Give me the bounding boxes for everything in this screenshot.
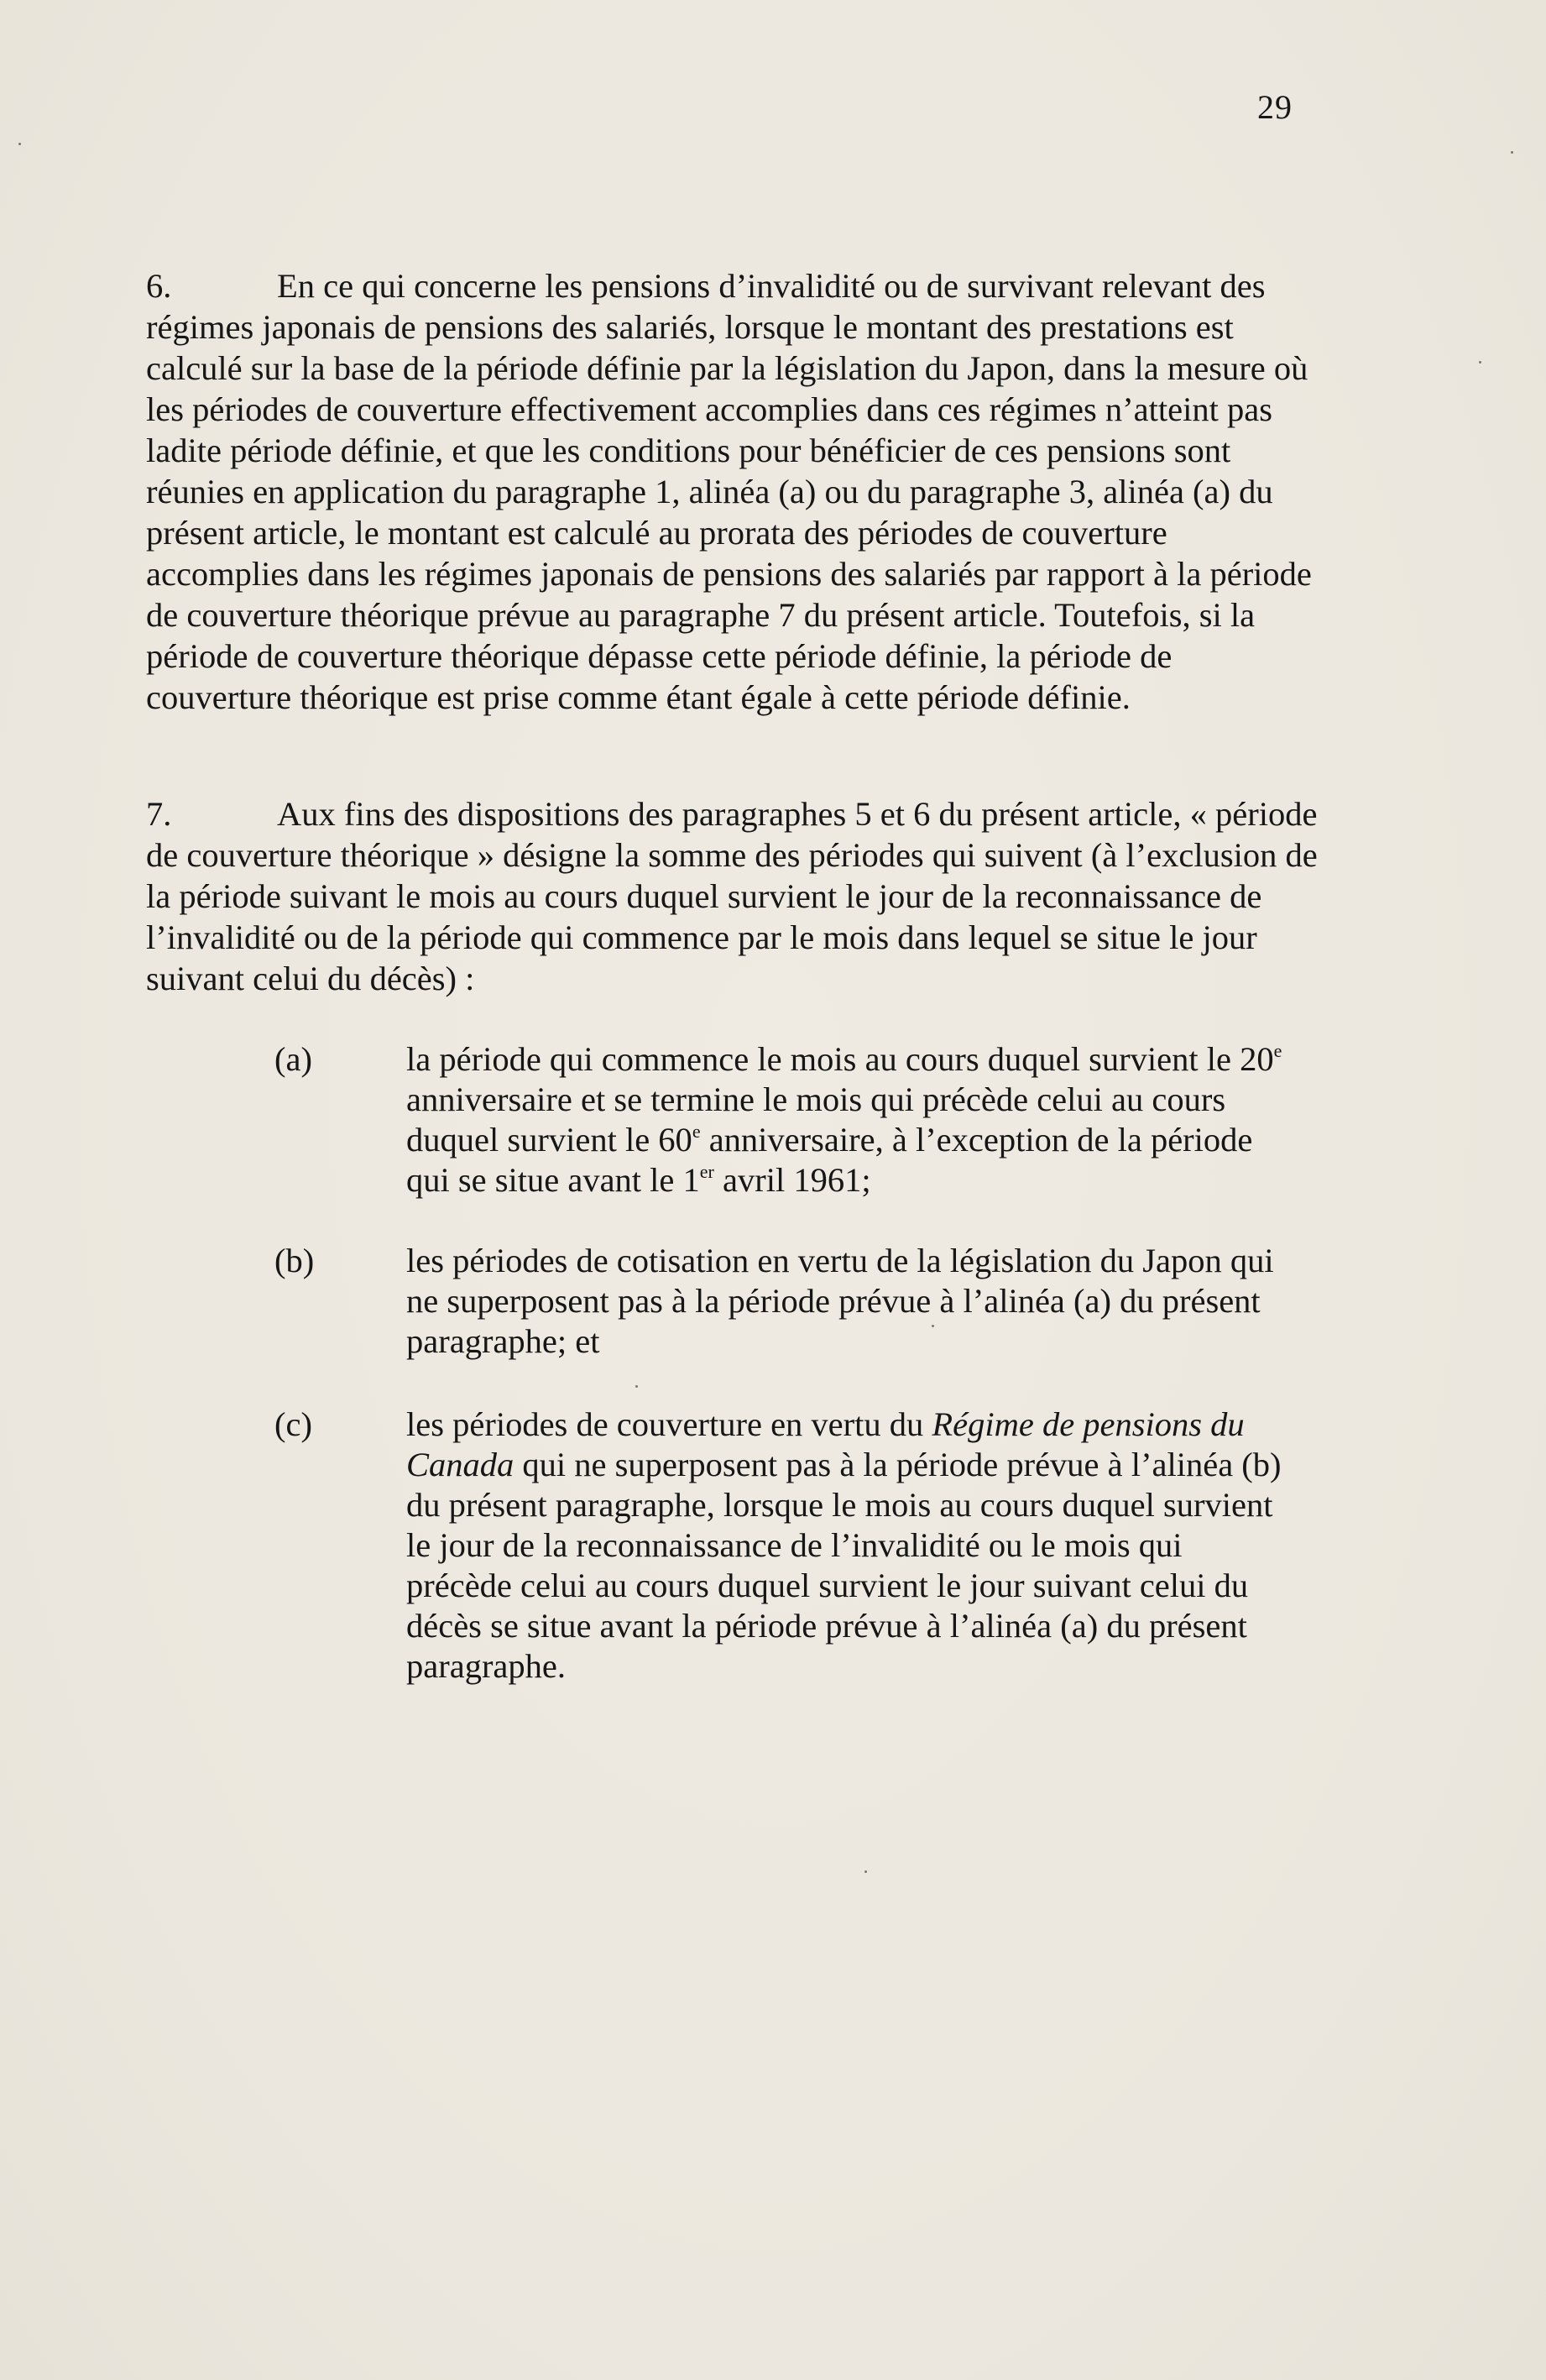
paragraph-7-text: Aux fins des dispositions des paragraphes 5 et 6 du présent article, « période de couverture théorique » désigne la somme des périodes qui suivent (à l’exclusion de la période suivant le mois au cours duquel survient le jour de la reconnaissance de l’invalidité ou de la période qui commence par le mois dans lequel se situe le jour suivant celui du décès) : [146, 795, 1318, 997]
item-a-text-part-4: avril 1961; [713, 1161, 871, 1199]
scan-speck [18, 143, 21, 145]
item-c-label: (c) [274, 1405, 312, 1443]
item-a-text-part-1: la période qui commence le mois au cours duquel survient le 20 [406, 1040, 1274, 1078]
page-number: 29 [1257, 88, 1293, 126]
item-c-text [406, 1404, 1296, 1687]
paragraph-6-text: En ce qui concerne les pensions d’invalidité ou de survivant relevant des régimes japonais de pensions des salariés, lorsque le montant des prestations est calculé sur la base de la période définie par la législation du Japon, dans la mesure où les périodes de couverture effectivement accomplies dans ces régimes n’atteint pas ladite période définie, et que les conditions pour bénéficier de ces pensions sont réunies en application du paragraphe 1, alinéa (a) ou du paragraphe 3, alinéa (a) du présent article, le montant est calculé au prorata des périodes de couverture accomplies dans les régimes japonais de pensions des salariés par rapport à la période de couverture théorique prévue au paragraphe 7 du présent article. Toutefois, si la période de couverture théorique dépasse cette période définie, la période de couverture théorique est prise comme étant égale à cette période définie. [146, 267, 1312, 716]
scan-speck [932, 1325, 934, 1327]
paragraph-6-number: 6. [146, 267, 172, 305]
scan-speck [864, 1870, 867, 1873]
item-a-label: (a) [274, 1040, 312, 1078]
item-a-text-part-3: anniversaire, à l’exception de la période qui se situe avant le 1 [406, 1121, 1253, 1199]
paragraph-7-number: 7. [146, 795, 172, 833]
item-a-superscript-3: er [699, 1160, 714, 1182]
scan-speck [1511, 151, 1513, 154]
item-c-text-part-2: qui ne superposent pas à la période prévue à l’alinéa (b) du présent paragraphe, lorsque le mois au cours duquel survient le jour de la reconnaissance de l’invalidité ou le mois qui précède celui au cours duquel survient le jour suivant celui du décès se situe avant la période prévue à l’alinéa (a) du présent paragraphe. [406, 1446, 1282, 1685]
item-a-text [406, 1039, 1296, 1200]
item-c-italic-title: Régime de pensions du Canada [406, 1405, 1245, 1483]
paragraph-6 [146, 265, 1321, 718]
item-a-superscript-1: e [1273, 1039, 1282, 1061]
item-a-text-part-2: anniversaire et se termine le mois qui précède celui au cours duquel survient le 60 [406, 1080, 1226, 1159]
item-c-text-part-1: les périodes de couverture en vertu du [406, 1405, 932, 1443]
item-b-text: les périodes de cotisation en vertu de la législation du Japon qui ne superposent pas à la période prévue à l’alinéa (a) du présent paragraphe; et [406, 1242, 1274, 1360]
item-a-superscript-2: e [692, 1120, 701, 1142]
item-b-label: (b) [274, 1242, 315, 1279]
paragraph-7 [146, 793, 1321, 999]
scan-speck [635, 1385, 638, 1388]
scan-speck [1479, 361, 1481, 364]
